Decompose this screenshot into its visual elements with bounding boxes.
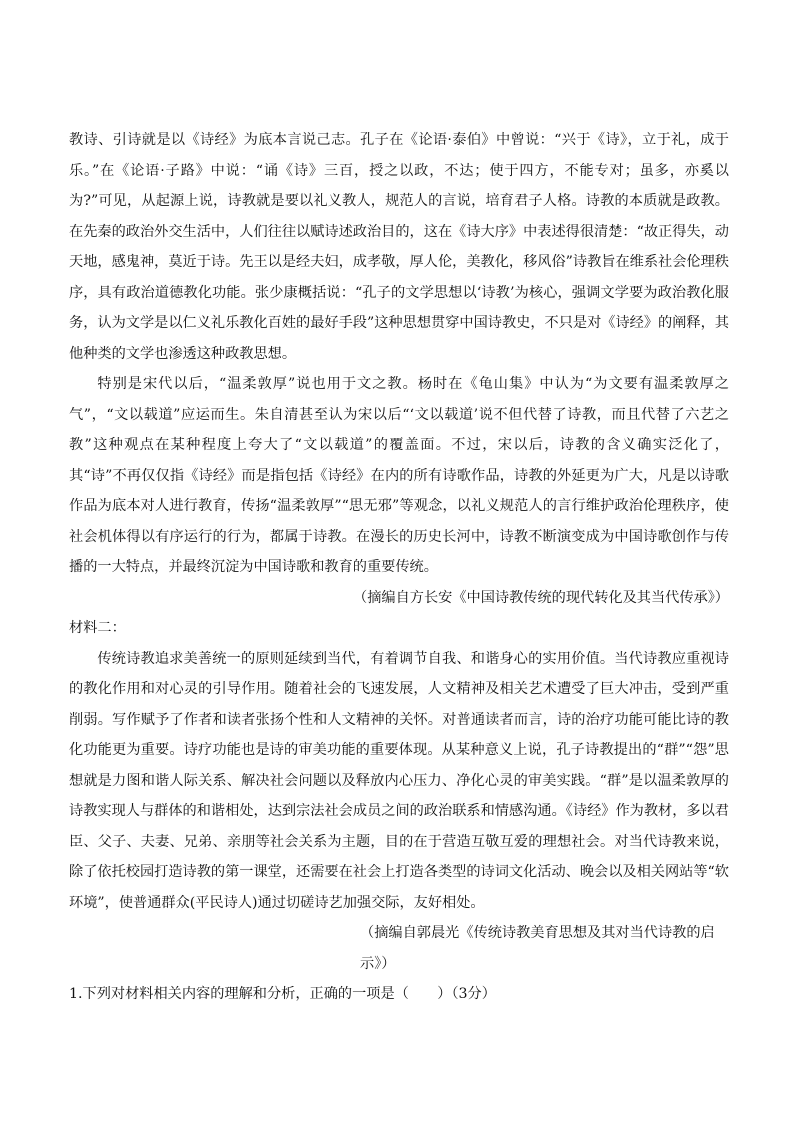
- paragraph-1: 教诗、引诗就是以《诗经》为底本言说己志。孔子在《论语·泰伯》中曾说：“兴于《诗》，立于礼，成于乐。”在《论语·子路》中说：“诵《诗》三百，授之以政，不达；使于四方，不能专对；虽多，亦奚以为?”可见，从起源上说，诗教就是要以礼义教人，规范人的言说，培育君子人格。诗教的本质就是政教。在先秦的政治外交生活中，人们往往以赋诗述政治目的，这在《诗大序》中表述得很清楚：“故正得失，动天地，感鬼神，莫近于诗。先王以是经夫妇，成孝敬，厚人伦，美教化，移风俗”诗教旨在维系社会伦理秩序，具有政治道德教化功能。张少康概括说：“孔子的文学思想以‘诗教’为核心，强调文学要为政治教化服务，认为文学是以仁义礼乐教化百姓的最好手段”这种思想贯穿中国诗教史，不只是对《诗经》的阐释，其他种类的文学也渗透这种政教思想。: [69, 132, 729, 362]
- paragraph-2: 特别是宋代以后，“温柔敦厚”说也用于文之教。杨时在《龟山集》中认为“为文要有温柔敦厚之气”，“文以载道”应运而生。朱自清甚至认为宋以后“‘文以载道’说不但代替了诗教，而且代替了六艺之教”这种观点在某种程度上夸大了“文以载道”的覆盖面。不过，宋以后，诗教的含义确实泛化了，其“诗”不再仅仅指《诗经》而是指包括《诗经》在内的所有诗歌作品，诗教的外延更为广大，凡是以诗歌作品为底本对人进行教育，传扬“温柔敦厚”“思无邪”等观念，以礼义规范人的言行维护政治伦理秩序，使社会机体得以有序运行的行为，都属于诗教。在漫长的历史长河中，诗教不断演变成为中国诗歌创作与传播的一大特点，并最终沉淀为中国诗歌和教育的重要传统。: [69, 376, 729, 575]
- source-citation-2: （摘编自郭晨光《传统诗教美育思想及其对当代诗教的启示》）: [360, 925, 715, 972]
- source-citation-1: （摘编自方长安《中国诗教传统的现代转化及其当代传承》）: [353, 589, 729, 606]
- material-two-label: 材料二：: [69, 620, 126, 636]
- paragraph-3: 传统诗教追求美善统一的原则延续到当代，有着调节自我、和谐身心的实用价值。当代诗教应重视诗的教化作用和对心灵的引导作用。随着社会的飞速发展，人文精神及相关艺术遭受了巨大冲击，受到严重削弱。写作赋予了作者和读者张扬个性和人文精神的关怀。对普通读者而言，诗的治疗功能可能比诗的教化功能更为重要。诗疗功能也是诗的审美功能的重要体现。从某种意义上说，孔子诗教提出的“群”“怨”思想就是力图和谐人际关系、解决社会问题以及释放内心压力、净化心灵的审美实践。“群”是以温柔敦厚的诗教实现人与群体的和谐相处，达到宗法社会成员之间的政治联系和情感沟通。《诗经》作为教材，多以君臣、父子、夫妻、兄弟、亲朋等社会关系为主题，目的在于营造互敬互爱的理想社会。对当代诗教来说，除了依托校园打造诗教的第一课堂，还需要在社会上打造各类型的诗词文化活动、晚会以及相关网站等“软环境”，使普通群众(平民诗人)通过切磋诗艺加强交际，友好相处。: [69, 650, 729, 911]
- question-1: 1.下列对材料相关内容的理解和分析，正确的一项是（ ）（3分）: [69, 986, 496, 1002]
- document-body: [69, 125, 729, 1010]
